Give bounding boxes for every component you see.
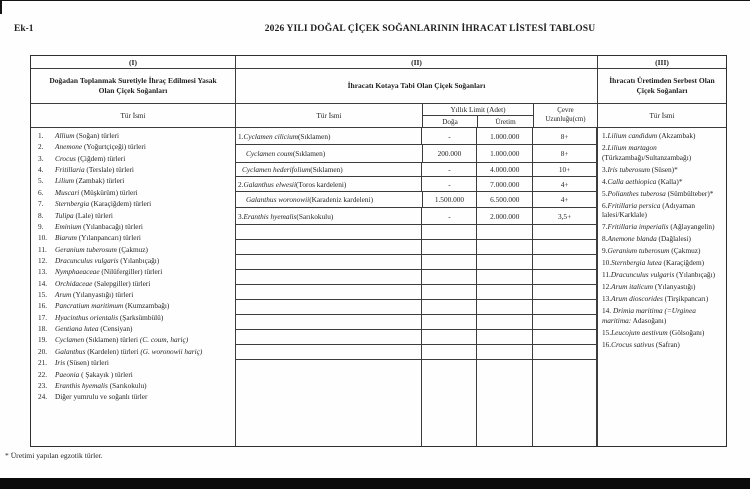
empty-circumference-cell [533, 270, 597, 284]
species-item: 14. Drimia maritima (=Urginea maritima: Adasoğanı) [602, 305, 696, 325]
species-item [38, 256, 232, 266]
item-number: 16. [38, 301, 48, 311]
annual-limit-header-block [423, 104, 534, 127]
item-number: 19. [38, 335, 48, 345]
species-item: 9.Geranium tuberosum (Çakmuz) [602, 246, 701, 256]
nature-limit-value: - [422, 208, 477, 224]
annual-limit-header: Yıllık Limit (Adet) [423, 104, 533, 116]
species-item [38, 131, 232, 141]
quota-row [236, 163, 597, 177]
item-text: Tulipa (Lale) türleri [55, 210, 113, 220]
species-item [38, 176, 232, 186]
production-limit-value: 7.000.000 [477, 177, 533, 191]
item-number: 9. [38, 221, 44, 231]
circumference-value: 4+ [533, 192, 597, 207]
species-item [38, 142, 232, 152]
species-item [38, 233, 232, 243]
item-number: 5. [38, 176, 44, 186]
item-number: 21. [38, 358, 48, 368]
quota-empty-row [236, 225, 597, 240]
nature-limit-value: 200.000 [423, 145, 478, 162]
item-number: 15. [38, 290, 48, 300]
item-text: Orchidaceae (Salepgiller) türleri [55, 278, 151, 288]
empty-nature-cell [422, 255, 477, 269]
item-text: Crocus (Çiğdem) türleri [55, 153, 126, 163]
section-header-row [31, 69, 726, 104]
empty-nature-cell [422, 225, 477, 239]
empty-nature-cell [422, 330, 477, 344]
species-item [38, 165, 232, 175]
species-item: 3.Iris tuberosum (Süsen)* [602, 164, 678, 174]
free-section-header: İhracatı Üretimden Serbest Olan Çiçek Soğanları [609, 76, 715, 95]
item-text: Muscari (Müşkürüm) türleri [55, 187, 138, 197]
footnote: * Üretimi yapılan egzotik türler. [5, 451, 103, 460]
circumference-value: 10+ [533, 163, 597, 176]
species-item: 11.Dracunculus vulgaris (Yılanbıçağı) [602, 270, 716, 280]
item-number: 8. [38, 210, 44, 220]
item-text: Sternbergia (Karaçiğdem) türleri [55, 199, 152, 209]
species-item: 16.Crocus sativus (Safran) [602, 339, 680, 349]
empty-production-cell [477, 345, 533, 359]
table-body [31, 128, 726, 446]
item-text: Eranthis hyemalis (Sarıkokulu) [55, 380, 147, 390]
quota-empty-row [236, 285, 597, 300]
species-item [38, 392, 232, 402]
circumference-value: 8+ [533, 145, 597, 162]
species-item: 8.Anemone blanda (Dağlalesi) [602, 234, 691, 244]
empty-production-cell [477, 285, 533, 299]
species-item [38, 279, 232, 289]
item-number: 20. [38, 346, 48, 356]
item-text: Anemone (Yoğurtçiçeği) türleri [55, 142, 146, 152]
quota-species-name: Cyclamen hederifolium (Sıklamen) [236, 163, 422, 176]
empty-production-cell [477, 255, 533, 269]
empty-species-cell [236, 255, 422, 269]
empty-species-cell [236, 240, 422, 254]
circumference-value: 8+ [533, 128, 597, 144]
empty-production-cell [477, 315, 533, 329]
item-number: 22. [38, 369, 48, 379]
item-number: 17. [38, 312, 48, 322]
empty-circumference-cell [533, 345, 597, 359]
item-number: 3. [38, 153, 44, 163]
item-text: Galanthus (Kardelen) türleri (G. woronowii hariç) [55, 346, 203, 356]
species-item [38, 335, 232, 345]
species-item [38, 267, 232, 277]
species-item [38, 154, 232, 164]
species-item [38, 245, 232, 255]
quota-empty-row [236, 345, 597, 360]
subheader-row [31, 104, 726, 128]
empty-nature-cell [422, 315, 477, 329]
empty-nature-cell [422, 345, 477, 359]
species-item: 7.Fritillaria imperialis (Ağlayangelin) [602, 222, 715, 232]
quota-empty-row [236, 315, 597, 330]
species-item [38, 324, 232, 334]
empty-species-cell [236, 360, 422, 446]
quota-empty-row [236, 360, 597, 446]
free-species-name-header: Tür İsmi [649, 111, 675, 120]
production-limit-value: 4.000.000 [477, 163, 533, 176]
empty-circumference-cell [533, 360, 597, 446]
species-item: 1.Lilium candidum (Akzambak) [602, 131, 696, 140]
item-number: 18. [38, 324, 48, 334]
item-number: 4. [38, 165, 44, 175]
item-number: 14. [38, 278, 48, 288]
species-item: 15.Leucojum aestivum (Gölsoğanı) [602, 327, 705, 337]
column-label-3: (III) [655, 57, 669, 67]
forbidden-species-list [31, 128, 236, 446]
quota-species-name: 1. Cyclamen cilicium (Sıklamen) [236, 128, 422, 144]
quota-section-header: İhracatı Kotaya Tabi Olan Çiçek Soğanları [236, 69, 598, 103]
column-label-2: (II) [236, 56, 598, 68]
item-text: Lilium (Zambak) türleri [55, 176, 125, 186]
quota-row [236, 192, 597, 208]
empty-species-cell [236, 330, 422, 344]
production-limit-value: 6.500.000 [477, 192, 533, 207]
item-number: 7. [38, 199, 44, 209]
species-item: 4.Calla aethiopica (Kalla)* [602, 176, 683, 186]
species-item [38, 199, 232, 209]
production-column-header: Üretim [495, 117, 516, 126]
item-text: Allium (Soğan) türleri [55, 131, 120, 140]
species-item: 10.Sternbergia lutea (Karaçiğdem) [602, 258, 705, 268]
nature-limit-value: 1.500.000 [423, 192, 478, 207]
empty-circumference-cell [533, 315, 597, 329]
quota-empty-row [236, 255, 597, 270]
quota-empty-row [236, 240, 597, 255]
circumference-header: Çevre Uzunluğu(cm) [534, 104, 598, 127]
species-item: 6.Fritillaria persica (Adıyaman lalesi/Karklale) [602, 200, 696, 220]
empty-nature-cell [422, 360, 477, 446]
item-number: 23. [38, 380, 48, 390]
species-item [38, 381, 232, 391]
item-number: 11. [38, 244, 47, 254]
forbidden-species-name-header: Tür İsmi [31, 104, 236, 127]
quota-species-name: Galanthus woronowii (Karadeniz kardeleni) [236, 192, 423, 207]
empty-circumference-cell [533, 285, 597, 299]
item-text: Gentiana lutea (Censiyan) [55, 324, 133, 334]
item-number: 1. [38, 131, 44, 140]
item-text: Arum (Yılanyastığı) türleri [55, 290, 134, 300]
species-item: 13.Arum dioscorides (Tirşikpancarı) [602, 293, 709, 303]
empty-species-cell [236, 345, 422, 359]
item-text: Dracunculus vulgaris (Yılanbıçağı) [55, 255, 160, 265]
empty-nature-cell [422, 300, 477, 314]
species-item [38, 347, 232, 357]
species-item: 5.Polianthes tuberosa (Sümbülteber)* [602, 188, 714, 198]
item-number: 10. [38, 233, 48, 243]
nature-limit-value: - [422, 177, 477, 191]
annex-label: Ek-1 [14, 24, 34, 34]
production-limit-value: 2.000.000 [477, 208, 533, 224]
nature-limit-value: - [422, 128, 477, 144]
item-text: Biarum (Yılanpancarı) türleri [55, 233, 141, 243]
forbidden-section-header: Doğadan Toplanmak Suretiyle İhraç Edilmesi Yasak Olan Çiçek Soğanları [31, 69, 236, 103]
empty-production-cell [477, 300, 533, 314]
species-item [38, 222, 232, 232]
quota-row [236, 177, 597, 192]
scan-bottom-bar [0, 478, 750, 489]
item-text: Geranium tuberosum (Çakmuz) [55, 244, 148, 254]
species-item [38, 370, 232, 380]
item-number: 13. [38, 267, 48, 277]
scan-corner-mark [0, 0, 2, 14]
quota-empty-row [236, 300, 597, 315]
free-species-list [598, 128, 726, 446]
empty-circumference-cell [533, 300, 597, 314]
item-number: 24. [38, 392, 48, 402]
species-item [38, 211, 232, 221]
item-text: Eminium (Yılanbacağı) türleri [55, 221, 143, 231]
item-text: Hyacinthus orientalis (Şarksümbülü) [55, 312, 164, 322]
item-number: 2. [38, 142, 44, 152]
empty-production-cell [477, 240, 533, 254]
limit-subcolumns [423, 116, 533, 127]
empty-circumference-cell [533, 255, 597, 269]
quota-row [236, 208, 597, 225]
species-item: 2.Lilium martagon (Türkzambağı/Sultanzambağı) [602, 142, 692, 162]
item-text: Diğer yumrulu ve soğanlı türler [55, 392, 148, 402]
quota-table-body [236, 128, 598, 446]
production-limit-value: 1.000.000 [477, 128, 533, 144]
species-item [38, 188, 232, 198]
quota-species-name: 3. Eranthis hyemalis (Sarıkokulu) [236, 208, 422, 224]
species-item: 12.Arum italicum (Yılanyastığı) [602, 281, 696, 291]
empty-species-cell [236, 270, 422, 284]
species-item [38, 301, 232, 311]
species-item [38, 313, 232, 323]
empty-nature-cell [422, 240, 477, 254]
circumference-value: 3,5+ [533, 208, 597, 224]
empty-nature-cell [422, 270, 477, 284]
circumference-value: 4+ [533, 177, 597, 191]
empty-circumference-cell [533, 330, 597, 344]
page-title: 2026 YILI DOĞAL ÇİÇEK SOĞANLARININ İHRACAT LİSTESİ TABLOSU [264, 24, 596, 34]
empty-species-cell [236, 285, 422, 299]
species-item [38, 358, 232, 368]
production-limit-value: 1.000.000 [477, 145, 533, 162]
quota-row [236, 128, 597, 145]
empty-circumference-cell [533, 240, 597, 254]
item-text: Fritillaria (Terslale) türleri [55, 165, 134, 175]
item-text: Cyclamen (Sıklamen) türleri (C. coum, hariç) [55, 335, 189, 345]
item-text: Pancratium maritimum (Kumzambağı) [55, 301, 170, 311]
empty-production-cell [477, 225, 533, 239]
column-label-1: (I) [31, 56, 236, 68]
quota-empty-row [236, 330, 597, 345]
empty-production-cell [477, 270, 533, 284]
export-list-table [30, 55, 727, 447]
quota-species-name-header: Tür İsmi [236, 104, 423, 127]
quota-row [236, 145, 597, 163]
empty-species-cell [236, 225, 422, 239]
item-number: 6. [38, 187, 44, 197]
nature-column-header: Doğa [423, 116, 478, 127]
item-number: 12. [38, 255, 48, 265]
item-text: Iris (Süsen) türleri [55, 358, 109, 368]
empty-nature-cell [422, 285, 477, 299]
empty-species-cell [236, 300, 422, 314]
item-text: Paeonia ( Şakayık ) türleri [55, 369, 133, 379]
quota-species-name: Cyclamen coum (Sıklamen) [236, 145, 423, 162]
empty-circumference-cell [533, 225, 597, 239]
species-item [38, 290, 232, 300]
empty-production-cell [477, 330, 533, 344]
quota-empty-row [236, 270, 597, 285]
item-text: Nymphaeaceae (Nilüfergiller) türleri [55, 267, 163, 277]
nature-limit-value: - [422, 163, 477, 176]
scan-top-line [0, 0, 750, 1]
empty-species-cell [236, 315, 422, 329]
column-label-row [31, 56, 726, 69]
empty-production-cell [477, 360, 533, 446]
quota-species-name: 2. Galanthus elwesii (Toros kardeleni) [236, 177, 422, 191]
